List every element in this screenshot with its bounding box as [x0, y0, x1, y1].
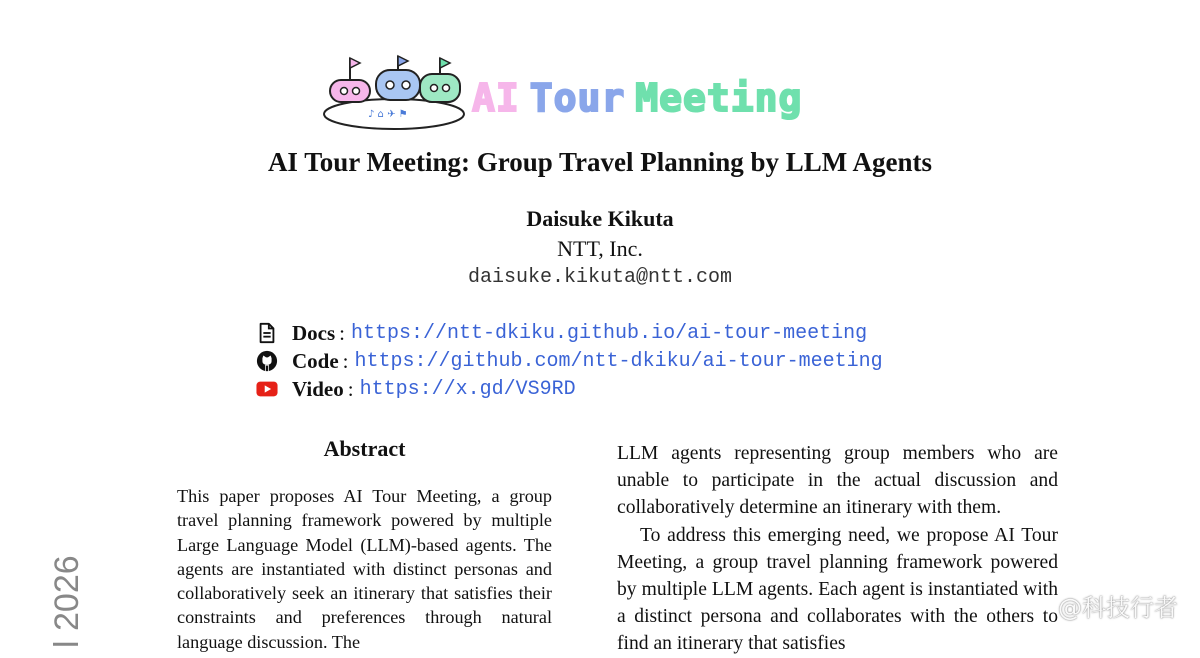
- robot-mascots-icon: [320, 54, 470, 134]
- video-url-link[interactable]: https://x.gd/VS9RD: [359, 377, 576, 401]
- video-link-row: [256, 375, 883, 403]
- code-link-row: [256, 347, 883, 375]
- docs-separator: :: [339, 320, 346, 345]
- author-email[interactable]: daisuke.kikuta@ntt.com: [467, 266, 733, 289]
- code-separator: :: [342, 348, 349, 373]
- author-affiliation: NTT, Inc.: [557, 236, 643, 261]
- logo: [320, 54, 880, 134]
- abstract-body: This paper proposes AI Tour Meeting, a group travel planning framework powered by multiple Large Language Model (LLM)-based agents. The agents are instantiated with distinct personas and collaboratively seek an itinerary that satisfies their constraints and preferences through natural language discussion. The: [177, 486, 552, 652]
- docs-link-row: [256, 319, 883, 347]
- logo-word-tour: Tour: [529, 76, 626, 120]
- abstract-heading: Abstract: [323, 436, 406, 461]
- intro-paragraph-1: LLM agents representing group members who are unable to participate in the actual discussion and collaboratively determine an itinerary with them.: [617, 443, 1058, 519]
- github-icon: [256, 350, 278, 372]
- youtube-icon: [256, 378, 278, 400]
- paper-title: AI Tour Meeting: Group Travel Planning by LLM Agents: [267, 147, 933, 177]
- svg-text:♪ ⌂ ✈ ⚑: ♪ ⌂ ✈ ⚑: [368, 109, 408, 120]
- video-label: Video: [292, 376, 344, 401]
- logo-word-ai: AI: [472, 76, 520, 120]
- resource-links: [256, 319, 883, 403]
- intro-paragraph-2: To address this emerging need, we propose AI Tour Meeting, a group travel planning framework powered by multiple LLM agents. Each agent is instantiated with a distinct persona and collaborates with the others to find an itinerary that satisfies: [617, 524, 1058, 655]
- docs-url-link[interactable]: https://ntt-dkiku.github.io/ai-tour-meeting: [351, 321, 868, 345]
- abstract-section: [177, 436, 552, 654]
- video-separator: :: [347, 376, 354, 401]
- document-icon: [256, 322, 278, 344]
- watermark: @科技行者: [1058, 594, 1178, 622]
- logo-word-meeting: Meeting: [635, 76, 803, 120]
- docs-label: Docs: [292, 320, 336, 345]
- arxiv-side-stamp: [34, 540, 94, 648]
- intro-column: [617, 440, 1058, 658]
- logo-wordmark: [472, 76, 802, 120]
- code-label: Code: [292, 348, 339, 373]
- code-url-link[interactable]: https://github.com/ntt-dkiku/ai-tour-meeting: [354, 349, 883, 373]
- arxiv-stamp-text: l 2026: [48, 555, 86, 648]
- author-name: Daisuke Kikuta: [526, 206, 674, 231]
